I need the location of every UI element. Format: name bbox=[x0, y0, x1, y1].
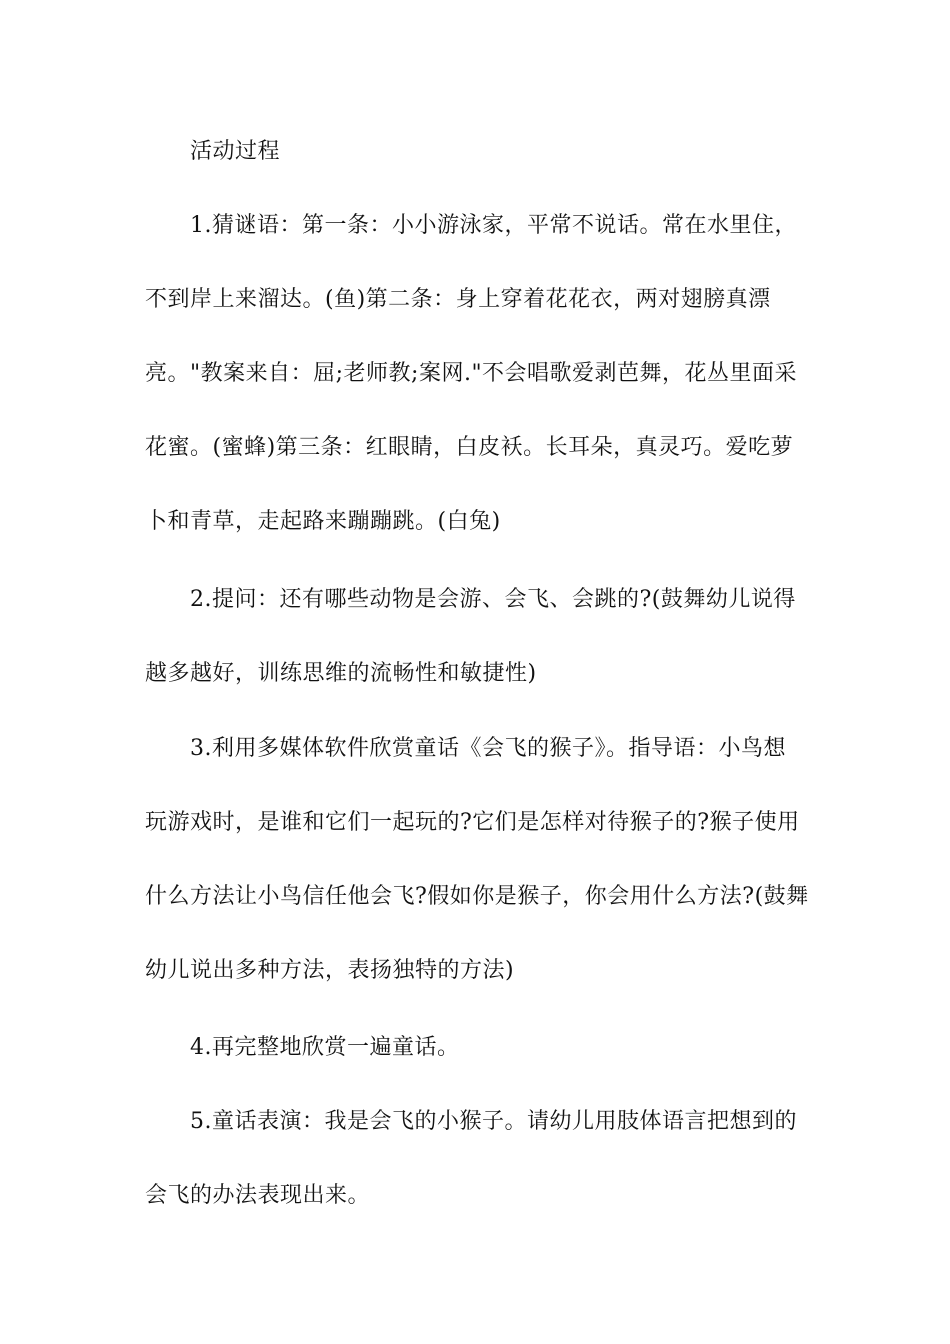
text-line: 什么方法让小鸟信任他会飞?假如你是猴子，你会用什么方法?(鼓舞 bbox=[145, 884, 809, 909]
text-line: 亮。"教案来自：屈;老师教;案网."不会唱歌爱剥芭舞，花丛里面采 bbox=[145, 361, 798, 386]
text-line: 3.利用多媒体软件欣赏童话《会飞的猴子》。指导语：小鸟想 bbox=[190, 736, 786, 761]
text-line: 2.提问：还有哪些动物是会游、会飞、会跳的?(鼓舞幼儿说得 bbox=[190, 587, 796, 612]
text-line: 花蜜。(蜜蜂)第三条：红眼睛，白皮袄。长耳朵，真灵巧。爱吃萝 bbox=[145, 435, 794, 460]
section-heading: 活动过程 bbox=[190, 139, 281, 164]
text-line: 5.童话表演：我是会飞的小猴子。请幼儿用肢体语言把想到的 bbox=[190, 1109, 797, 1134]
text-line: 卜和青草，走起路来蹦蹦跳。(白兔) bbox=[145, 509, 501, 534]
text-line: 4.再完整地欣赏一遍童话。 bbox=[190, 1035, 460, 1060]
text-line: 不到岸上来溜达。(鱼)第二条：身上穿着花花衣，两对翅膀真漂 bbox=[145, 287, 771, 312]
text-line: 越多越好，训练思维的流畅性和敏捷性) bbox=[145, 661, 537, 686]
text-line: 玩游戏时，是谁和它们一起玩的?它们是怎样对待猴子的?猴子使用 bbox=[145, 810, 800, 835]
text-line: 会飞的办法表现出来。 bbox=[145, 1183, 371, 1208]
text-line: 幼儿说出多种方法，表扬独特的方法) bbox=[145, 958, 515, 983]
text-line: 1.猜谜语：第一条：小小游泳家，平常不说话。常在水里住， bbox=[190, 213, 797, 238]
